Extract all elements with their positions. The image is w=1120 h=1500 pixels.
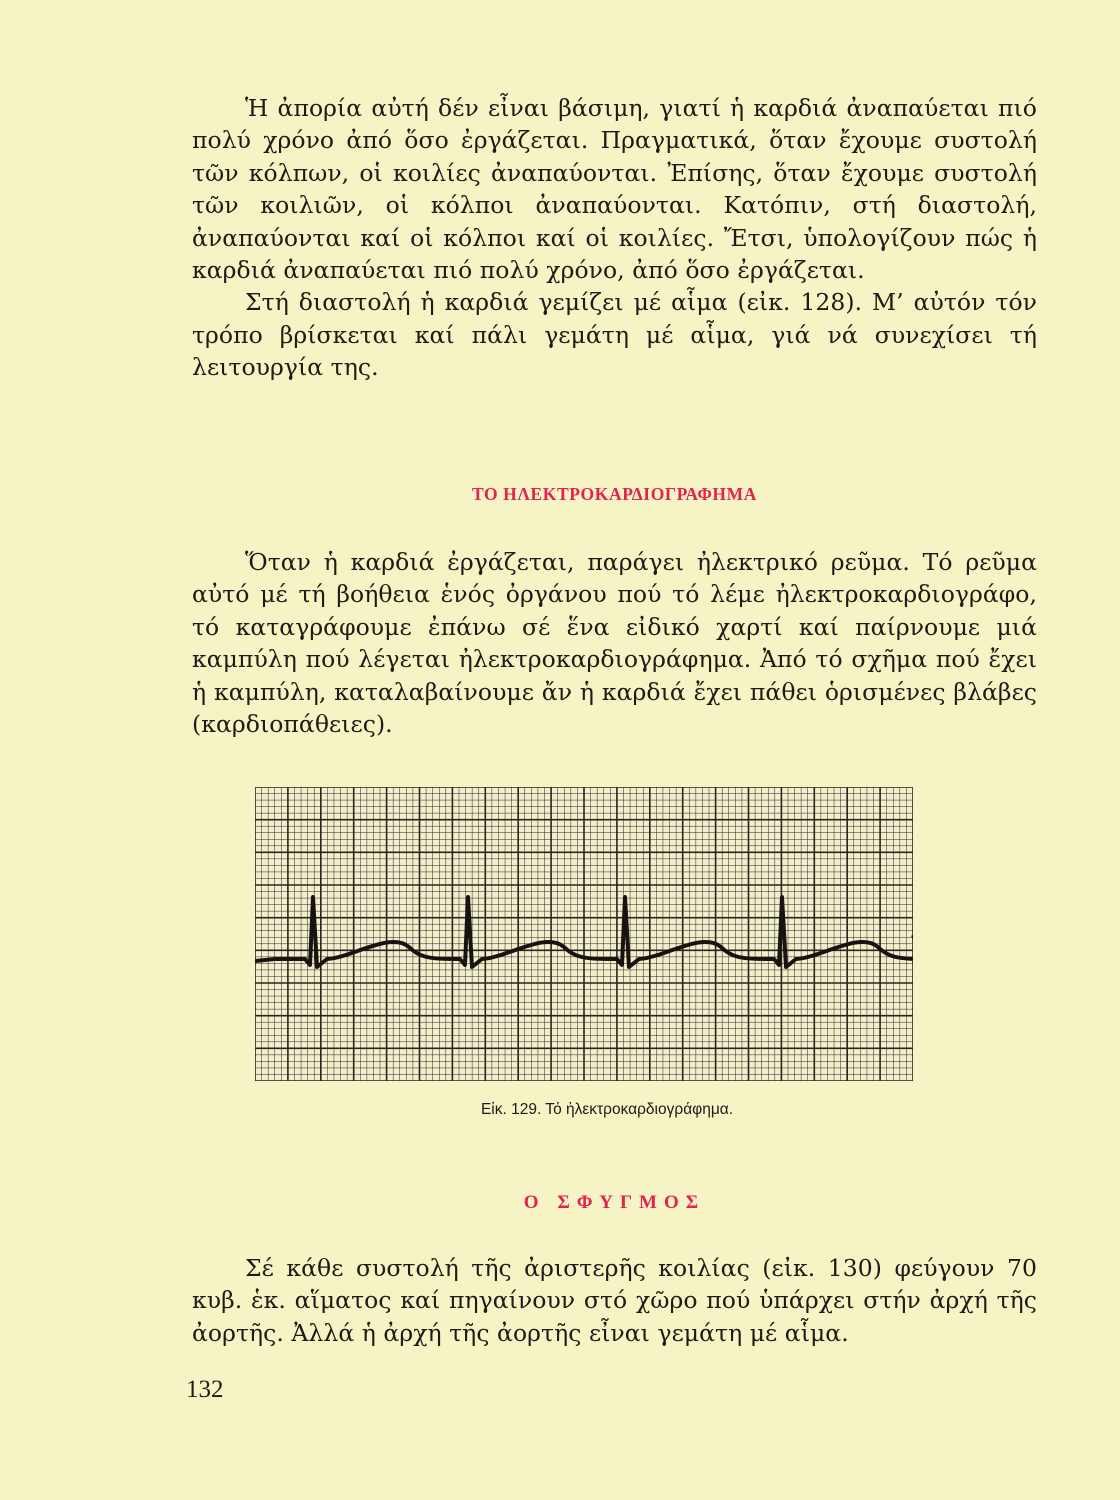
figure-caption: Εἰκ. 129. Τό ἠλεκτροκαρδιογράφημα. [480, 1101, 734, 1118]
section-heading-ecg: ΤΟ ΗΛΕΚΤΡΟΚΑΡΔΙΟΓΡΑΦΗΜΑ [472, 484, 757, 504]
page-number: 132 [186, 1376, 224, 1403]
paragraph-pulse: Σέ κάθε συστολή τῆς ἀριστερῆς κοιλίας (εἰκ. 130) φεύγουν 70 κυβ. ἑκ. αἵματος καί πηγαίνουν στό χῶρο πού ὑπάρχει στήν ἀρχή τῆς ἀορτῆς. Ἀλλά ἡ ἀρχή τῆς ἀορτῆς εἶναι γεμάτη μέ αἷμα. [192, 1254, 1037, 1347]
ecg-text-block [192, 546, 1037, 740]
paragraph-diastole: Στή διαστολή ἡ καρδιά γεμίζει μέ αἷμα (εἰκ. 128). Μ’ αὐτόν τόν τρόπο βρίσκεται καί πάλι γεμάτη μέ αἷμα, γιά νά συνεχίσει τή λειτουργία της. [192, 288, 1037, 382]
section-heading-pulse: Ο ΣΦΥΓΜΟΣ [523, 1192, 706, 1213]
paragraph-ecg: Ὅταν ἡ καρδιά ἐργάζεται, παράγει ἠλεκτρικό ρεῦμα. Τό ρεῦμα αὐτό μέ τή βοήθεια ἑνός ὀργάνου πού τό λέμε ἠλεκτροκαρδιογράφο, τό καταγράφουμε ἐπάνω σέ ἕνα εἰδικό χαρτί καί παίρνουμε μιά καμπύλη πού λέγεται ἠλεκτροκαρδιογράφημα. Ἀπό τό σχῆμα πού ἔχει ἡ καμπύλη, καταλαβαίνουμε ἄν ἡ καρδιά ἔχει πάθει ὁρισμένες βλάβες (καρδιοπάθειες). [192, 548, 1037, 739]
ecg-figure [255, 787, 913, 1081]
paragraph-rest: Ἡ ἀπορία αὐτή δέν εἶναι βάσιμη, γιατί ἡ καρδιά ἀναπαύεται πιό πολύ χρόνο ἀπό ὅσο ἐργάζεται. Πραγματικά, ὅταν ἔχουμε συστολή τῶν κόλπων, οἱ κοιλίες ἀναπαύονται. Ἐπίσης, ὅταν ἔχουμε συστολή τῶν κοιλιῶν, οἱ κόλποι ἀναπαύονται. Κατόπιν, στή διαστολή, ἀναπαύονται καί οἱ κόλποι καί οἱ κοιλίες. Ἔτσι, ὑπολογίζουν πώς ἡ καρδιά ἀναπαύεται πιό πολύ χρόνο, ἀπό ὅσο ἐργάζεται. [192, 94, 1037, 285]
pulse-text-block [192, 1252, 1037, 1349]
intro-text-block [192, 92, 1037, 384]
ecg-grid [255, 787, 913, 1081]
